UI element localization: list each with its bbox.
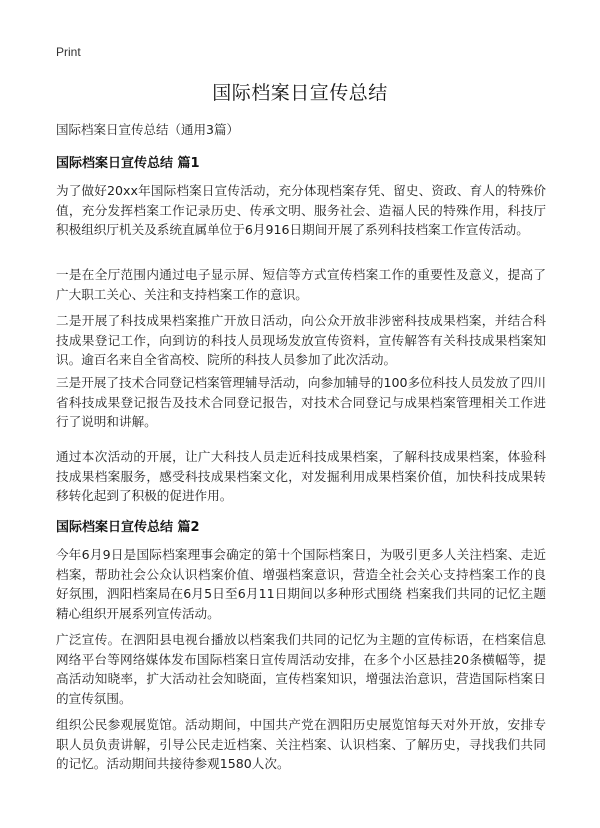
- paragraph: 通过本次活动的开展，让广大科技人员走近科技成果档案，了解科技成果档案，体验科技成果档案服务，感受科技成果档案文化，对发掘利用成果档案价值，加快科技成果转移转化起到了积极的促进作用。: [56, 449, 546, 503]
- paragraph: 组织公民参观展览馆。活动期间，中国共产党在泗阳历史展览馆每天对外开放，安排专职人员负责讲解，引导公民走近档案、关注档案、认识档案、了解历史，寻找我们共同的记忆。活动期间共接待参观1580人次。: [56, 717, 546, 771]
- paragraph: 广泛宣传。在泗阳县电视台播放以档案我们共同的记忆为主题的宣传标语，在档案信息网络平台等网络媒体发布国际档案日宣传周活动安排，在多个小区悬挂20条横幅等，提高活动知晓率，扩大活动社会知晓面，宣传档案知识，增强法治意识，营造国际档案日的宣传氛围。: [56, 632, 546, 706]
- paragraph: 三是开展了技术合同登记档案管理辅导活动，向参加辅导的100多位科技人员发放了四川省科技成果登记报告及技术合同登记报告，对技术合同登记与成果档案管理相关工作进行了说明和讲解。: [56, 375, 547, 429]
- section-heading-1: 国际档案日宣传总结 篇1: [56, 156, 200, 171]
- page-title: 国际档案日宣传总结: [212, 82, 388, 104]
- page-subtitle: 国际档案日宣传总结（通用3篇）: [56, 122, 239, 137]
- paragraph: 今年6月9日是国际档案理事会确定的第十个国际档案日，为吸引更多人关注档案、走近档案，帮助社会公众认识档案价值、增强档案意识，营造全社会关心支持档案工作的良好氛围，泗阳档案局在6月5日至6月11日期间以多种形式围绕 档案我们共同的记忆主题精心组织开展系列宣传活动。: [56, 547, 546, 621]
- paragraph: 为了做好20xx年国际档案日宣传活动，充分体现档案存凭、留史、资政、育人的特殊价值，充分发挥档案工作记录历史、传承文明、服务社会、造福人民的特殊作用，科技厅积极组织厅机关及系统直属单位于6月916日期间开展了系列科技档案工作宣传活动。: [56, 183, 546, 237]
- section-heading-2: 国际档案日宣传总结 篇2: [56, 520, 200, 535]
- print-label[interactable]: Print: [56, 45, 81, 59]
- paragraph: 一是在全厅范围内通过电子显示屏、短信等方式宣传档案工作的重要性及意义，提高了广大职工关心、关注和支持档案工作的意识。: [56, 267, 546, 302]
- paragraph: 二是开展了科技成果档案推广开放日活动，向公众开放非涉密科技成果档案，并结合科技成果登记工作，向到访的科技人员现场发放宣传资料，宣传解答有关科技成果档案知识。逾百名来自全省高校、院所的科技人员参加了此次活动。: [56, 313, 546, 367]
